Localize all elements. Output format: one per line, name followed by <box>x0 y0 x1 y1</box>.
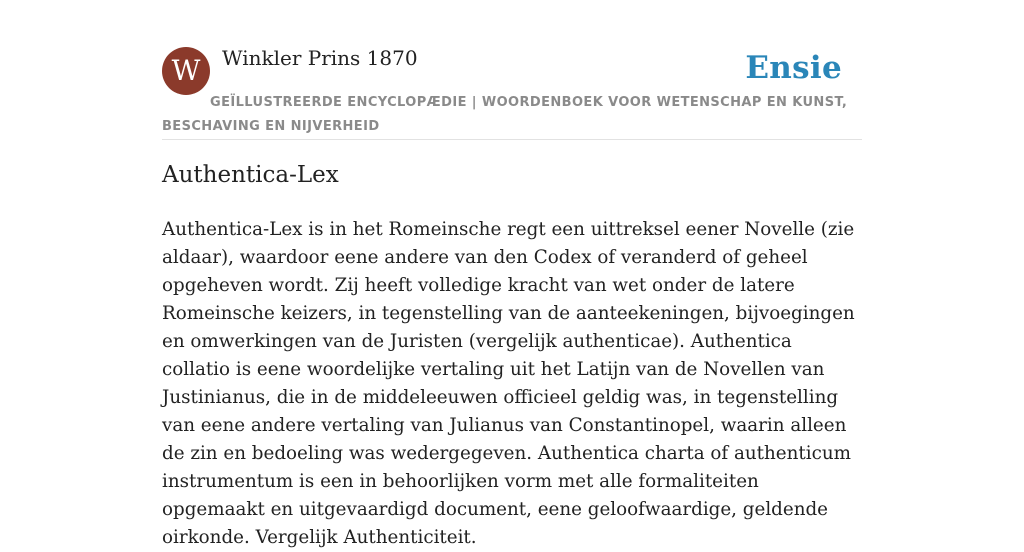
article-body: Authentica-Lex is in het Romeinsche regt een uittreksel eener Novelle (zie aldaar), waardoor eene andere van den Codex of veranderd of geheel opgeheven wordt. Zij heeft volledige kracht van wet onder de latere Romeinsche keizers, in tegenstelling van de aanteekeningen, bijvoegingen en omwerkingen van de Juristen (vergelijk authenticae). Authentica collatio is eene woordelijke vertaling uit het Latijn van de Novellen van Justinianus, die in de middeleeuwen officieel geldig was, in tegenstelling van eene andere vertaling van Julianus van Constantinopel, waarin alleen de zin en bedoeling was wedergegeven. Authentica charta of authenticum instrumentum is een in behoorlijken vorm met alle formaliteiten opgemaakt en uitgevaardigd document, eene geloofwaardige, geldende oirkonde. Vergelijk Authenticiteit. <box>162 219 855 548</box>
article-title: Authentica-Lex <box>162 162 339 188</box>
source-subtitle: GEÏLLUSTREERDE ENCYCLOPÆDIE | WOORDENBOEK VOOR WETENSCHAP EN KUNST, BESCHAVING EN NIJVERHEID <box>162 95 848 134</box>
ensie-logo[interactable]: Ensie <box>745 50 842 86</box>
source-avatar[interactable]: W <box>162 47 210 95</box>
source-header <box>162 44 862 140</box>
source-title[interactable]: Winkler Prins 1870 <box>222 46 418 70</box>
